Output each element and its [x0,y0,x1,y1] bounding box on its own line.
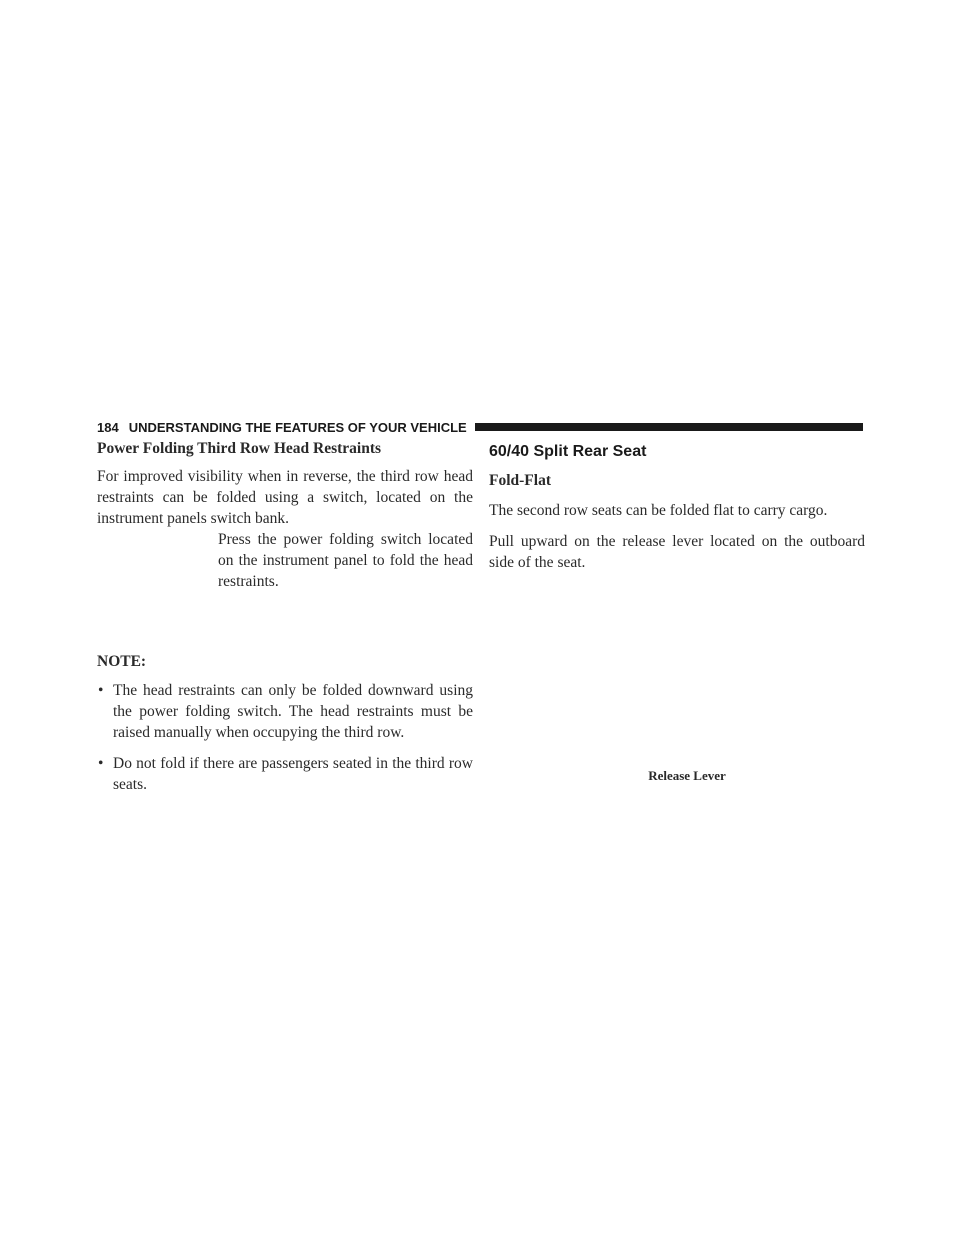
left-column [97,440,473,805]
right-column [489,440,865,784]
page-number: 184 [97,419,119,435]
intro-paragraph: For improved visibility when in reverse, the third row head restraints can be folded using a switch, located on the instrument panels switch bank. [97,468,473,527]
section-heading-split-seat: 60/40 Split Rear Seat [489,443,647,460]
note-item [97,753,473,795]
paragraph-fold-flat: The second row seats can be folded flat to carry cargo. [489,502,828,519]
header-rule [475,423,863,431]
section-heading-head-restraints: Power Folding Third Row Head Restraints [97,440,382,457]
figure-placeholder-switch [97,592,473,653]
page-header [97,417,863,437]
note-label: NOTE: [97,653,147,670]
paragraph-release-lever: Pull upward on the release lever located on the outboard side of the seat. [489,533,865,571]
note-list [97,680,473,795]
bullet-icon: • [98,755,104,772]
subheading-fold-flat: Fold-Flat [489,472,551,489]
note-text: The head restraints can only be folded downward using the power folding switch. The head restraints must be raised manually when occupying the third row. [113,682,473,741]
bullet-icon: • [98,682,104,699]
figure-placeholder-release-lever [489,573,865,768]
note-item [97,680,473,743]
figure-caption-switch: Press the power folding switch located on the instrument panel to fold the head restraints. [218,531,473,590]
note-text: Do not fold if there are passengers seated in the third row seats. [113,755,473,793]
figure-label-release-lever: Release Lever [648,768,726,783]
running-title: UNDERSTANDING THE FEATURES OF YOUR VEHICLE [128,419,467,435]
